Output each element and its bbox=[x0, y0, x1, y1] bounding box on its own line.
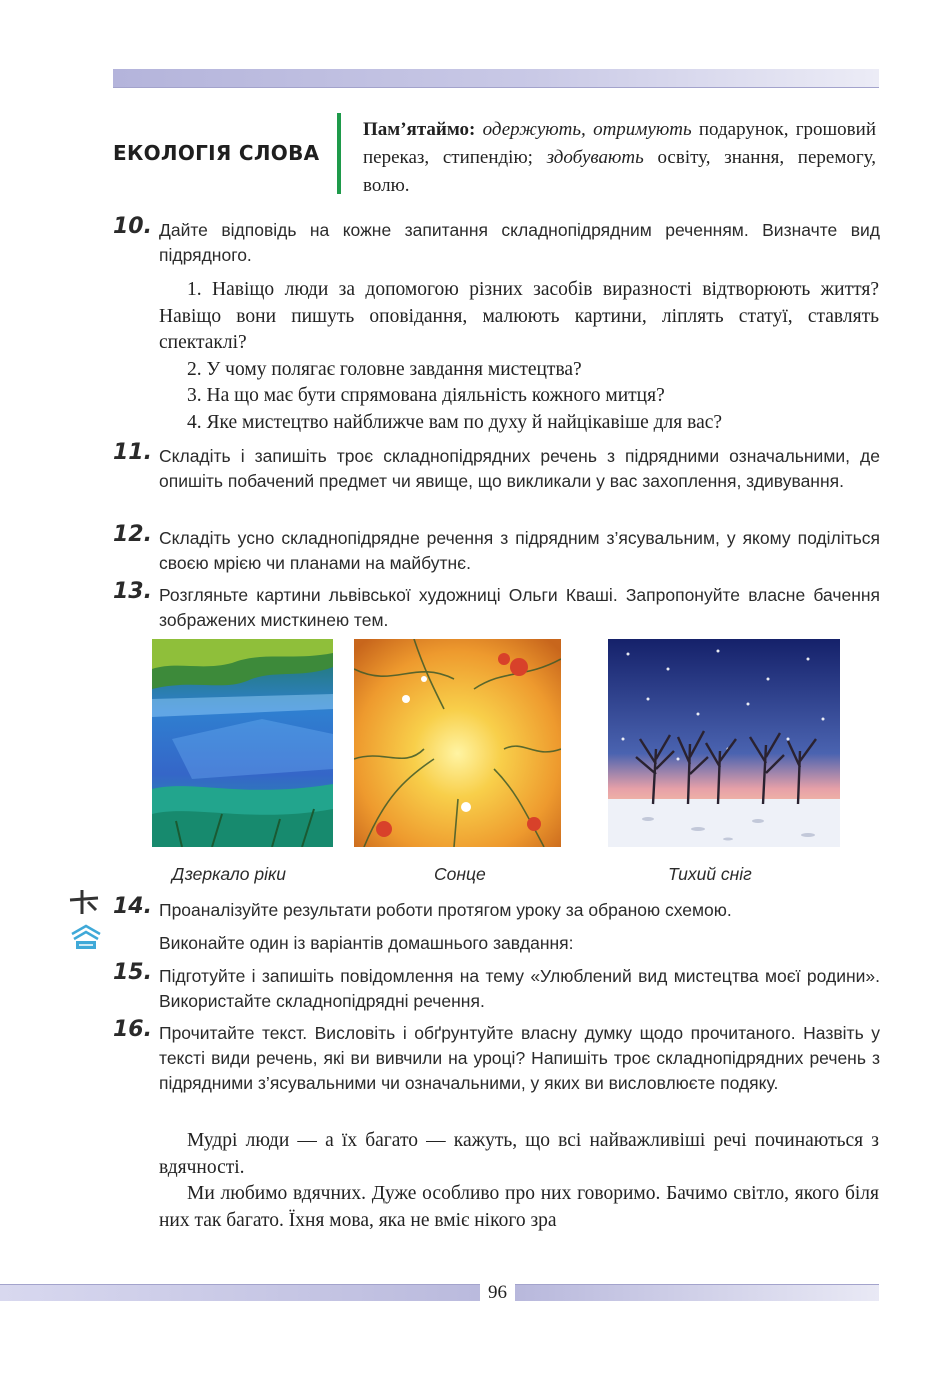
memo-verbs-1: одержують, отримують bbox=[482, 119, 692, 140]
question-item: 4. Яке мистецтво найближче вам по духу й найцікавіше для вас? bbox=[187, 411, 723, 433]
task-text: Підготуйте і запишіть повідомлення на тему «Улюблений вид мистецтва моєї родини». Використайте складнопідрядні речення. bbox=[159, 966, 880, 1011]
memo-box bbox=[363, 116, 876, 200]
memo-text-2: освіту, знання, перемогу, волю. bbox=[363, 147, 877, 196]
homework-intro: Виконайте один із варіантів домашнього завдання: bbox=[159, 933, 574, 953]
task-number: 16. bbox=[113, 1017, 152, 1042]
task-10 bbox=[113, 214, 880, 268]
memo-verbs-2: здобувають bbox=[546, 147, 644, 168]
homework-icon bbox=[72, 926, 100, 949]
task-text: Складіть усно складнопідрядне речення з підрядним з’ясувальним, у якому поділіться своєю мрією чи планами на майбутнє. bbox=[159, 528, 880, 573]
task-15 bbox=[113, 960, 880, 1014]
section-title: ЕКОЛОГІЯ СЛОВА bbox=[113, 141, 320, 165]
painting-caption: Дзеркало ріки bbox=[172, 864, 286, 884]
reading-text bbox=[159, 1128, 879, 1234]
task-text: Прочитайте текст. Висловіть і обґрунтуйте власну думку щодо прочитаного. Назвіть у тексті види речень, які ви вивчили на уроці? Напишіть троє складнопідрядних речень з підрядними з’ясувальними чи означальними, у яких ви висловлюєте подяку. bbox=[159, 1023, 880, 1093]
painting-sun bbox=[354, 639, 561, 847]
task-number: 12. bbox=[113, 522, 152, 547]
painting-quiet-snow bbox=[608, 639, 840, 847]
reading-paragraph: Мудрі люди — а їх багато — кажуть, що всі найважливіші речі починаються з вдячності. bbox=[159, 1130, 879, 1178]
task-number: 13. bbox=[113, 579, 152, 604]
task-text: Дайте відповідь на кожне запитання складнопідрядним реченням. Визначте вид підрядного. bbox=[159, 220, 880, 265]
task-16 bbox=[113, 1017, 880, 1096]
question-list bbox=[159, 277, 879, 436]
painting-caption: Тихий сніг bbox=[668, 864, 752, 884]
memo-text-1: подарунок, грошовий переказ, стипендію; bbox=[363, 119, 876, 168]
task-11 bbox=[113, 440, 880, 494]
reflection-icon bbox=[68, 888, 104, 952]
question-item: 2. У чому полягає головне завдання мистецтва? bbox=[187, 358, 582, 380]
task-text: Проаналізуйте результати роботи протягом уроку за обраною схемою. bbox=[159, 900, 732, 920]
question-item: 3. На що має бути спрямована діяльність кожного митця? bbox=[187, 385, 665, 406]
task-number: 10. bbox=[113, 214, 152, 239]
task-number: 15. bbox=[113, 960, 152, 985]
page-number: 96 bbox=[488, 1282, 507, 1303]
task-12 bbox=[113, 522, 880, 576]
task-number: 11. bbox=[113, 440, 152, 465]
task-text: Розгляньте картини львівської художниці Ольги Кваші. Запропонуйте власне бачення зображених мисткинею тем. bbox=[159, 585, 880, 630]
header-band bbox=[113, 69, 879, 88]
painting-caption: Сонце bbox=[434, 864, 486, 884]
footer-band-right bbox=[515, 1284, 879, 1301]
reading-paragraph: Ми любимо вдячних. Дуже особливо про них говоримо. Бачимо світло, якого біля них так багато. Їхня мова, яка не вміє нікого зра bbox=[159, 1183, 879, 1231]
task-text: Складіть і запишіть троє складнопідрядних речень з підрядними означальними, де опишіть побачений предмет чи явище, що викликали у вас захоплення, здивування. bbox=[159, 446, 880, 491]
task-13 bbox=[113, 579, 880, 633]
divider bbox=[337, 113, 341, 194]
task-number: 14. bbox=[113, 894, 152, 919]
painting-river-mirror bbox=[152, 639, 333, 847]
memo-lead: Пам’ятаймо: bbox=[363, 119, 476, 140]
question-item: 1. Навіщо люди за допомогою різних засобів виразності відтворюють життя? Навіщо вони пишуть оповідання, малюють картини, ліплять статуї, ставлять спектаклі? bbox=[159, 279, 879, 353]
task-14 bbox=[113, 894, 880, 923]
footer-band-left bbox=[0, 1284, 480, 1301]
